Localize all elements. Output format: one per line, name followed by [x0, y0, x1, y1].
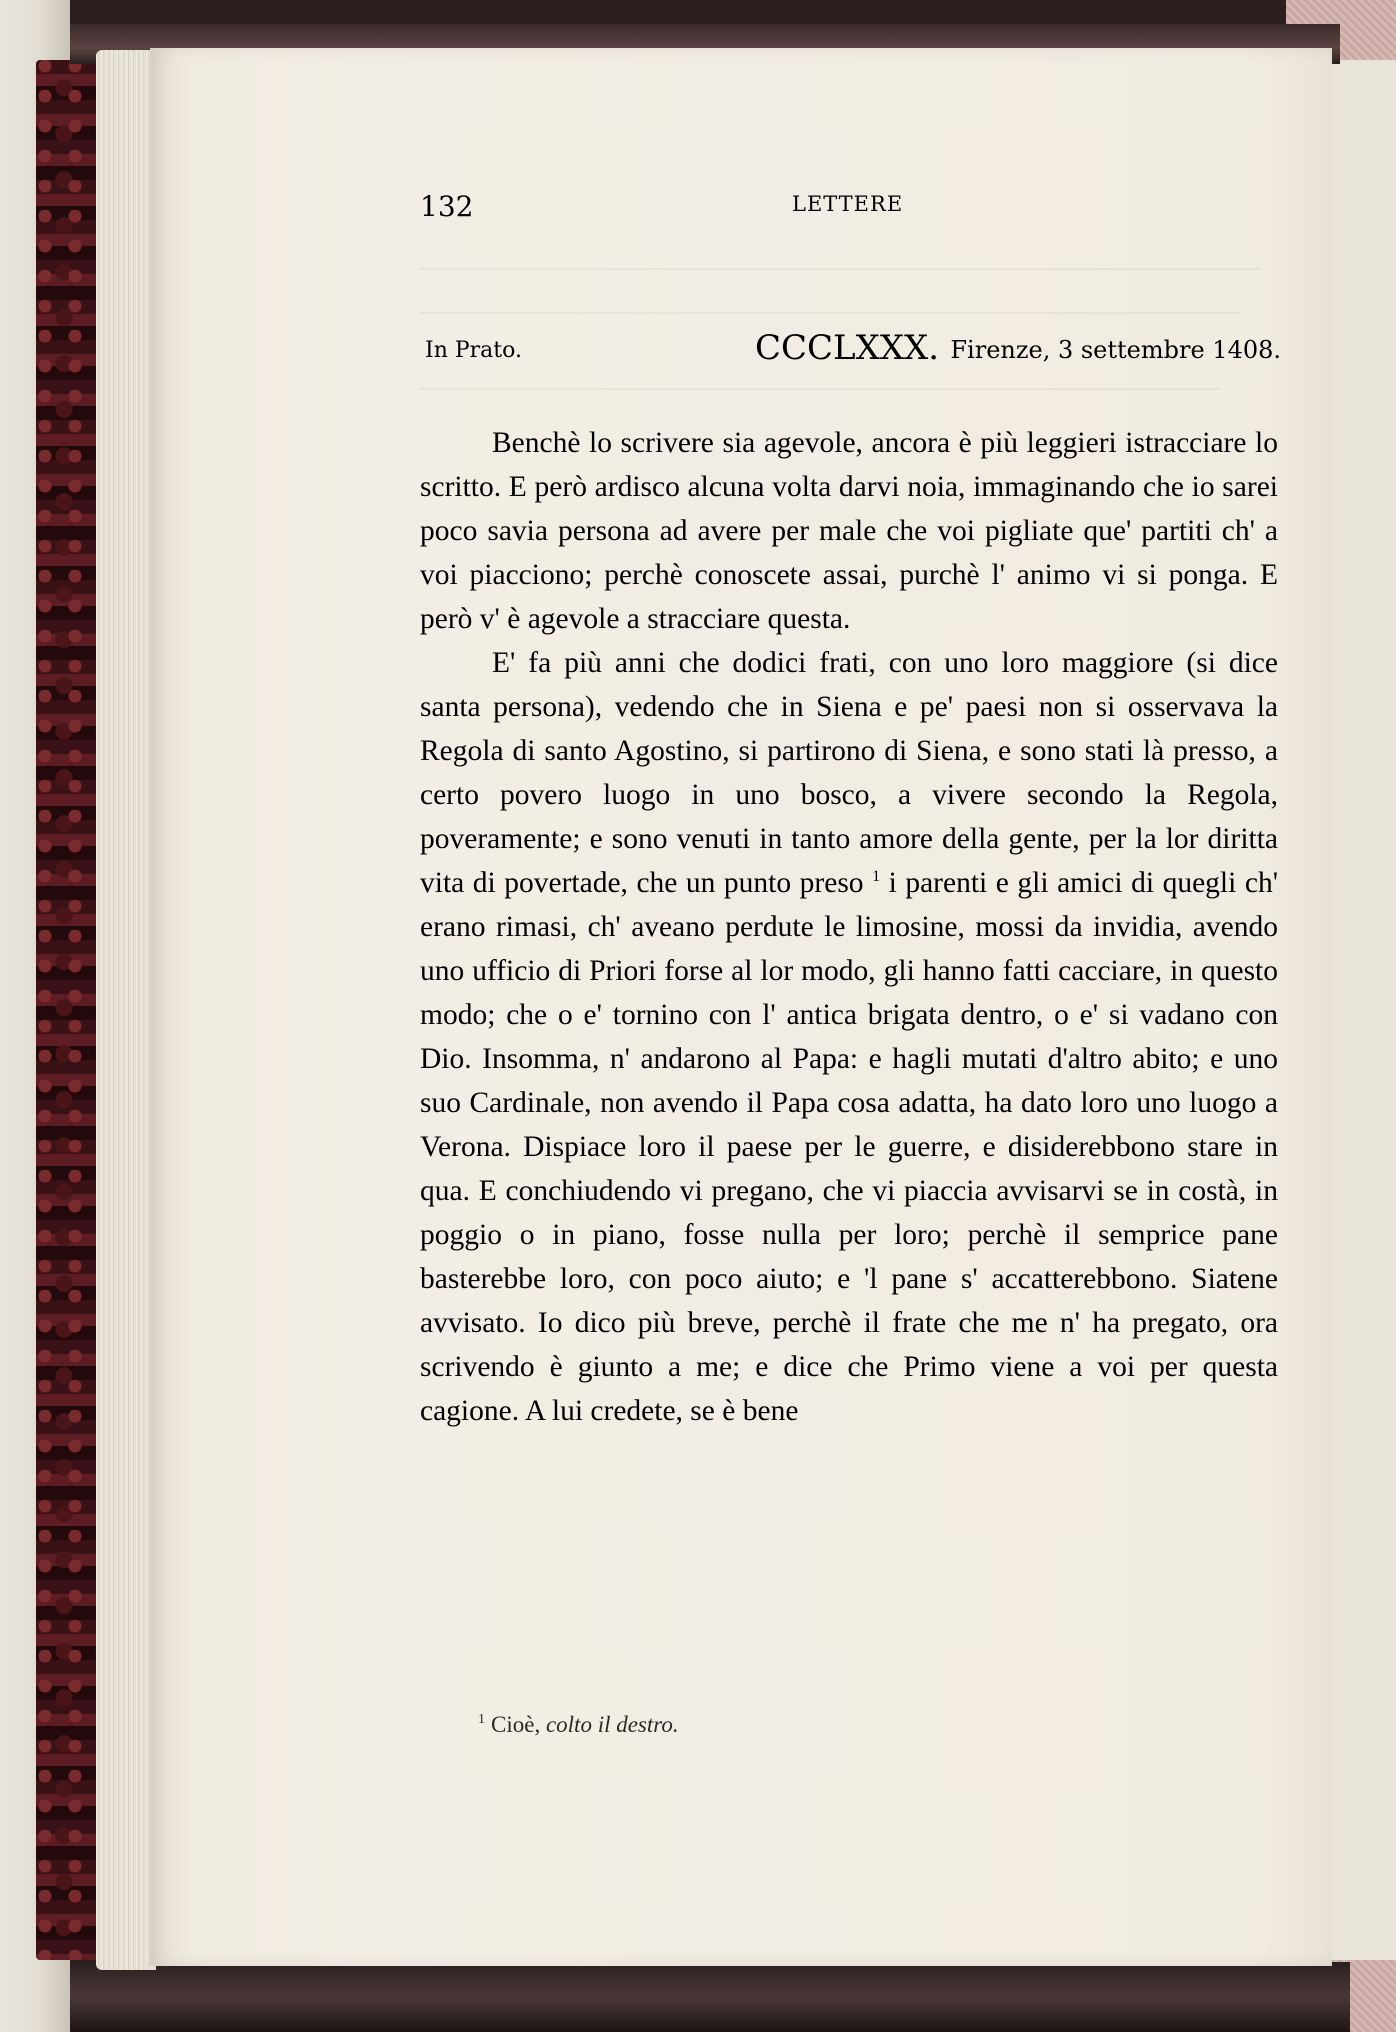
page-number: 132 — [420, 190, 474, 223]
paragraph-text: E' fa più anni che dodici frati, con uno loro maggiore (si dice santa persona), vedendo che in Siena e pe' paesi non si osservava la Regola di santo Agostino, si partirono di Siena, e sono stati là presso, a certo povero luogo in uno bosco, a vivere secondo la Regola, poveramente; e sono venuti in tanto amore della gente, per la lor diritta vita di povertade, che un punto preso — [420, 647, 1278, 899]
running-title: LETTERE — [792, 192, 904, 216]
footnote-label: Cioè, — [491, 1712, 541, 1737]
letter-body — [420, 421, 1278, 1433]
bottom-binding — [70, 1962, 1350, 2032]
letter-heading — [425, 328, 1281, 368]
marbled-board — [36, 60, 98, 1960]
page-stack-edge — [96, 50, 156, 1970]
paragraph — [420, 641, 1278, 1433]
next-page-edge — [1326, 60, 1396, 1960]
bleed-through-line — [420, 312, 1240, 314]
bleed-through-line — [420, 388, 1220, 390]
paragraph: Benchè lo scrivere sia agevole, ancora è più leggieri istracciare lo scritto. E però ardisco alcuna volta darvi noia, immaginando che io sarei poco savia persona ad avere per male che voi pigliate que' partiti ch' a voi piacciono; perchè conoscete assai, purchè l' animo vi si ponga. E però v' è agevole a stracciare questa. — [420, 427, 1278, 635]
running-head — [420, 190, 1278, 226]
footnote-mark: 1 — [478, 1712, 485, 1728]
letter-number: CCCLXXX. — [755, 328, 940, 368]
bleed-through-line — [420, 268, 1260, 270]
footnote-text: colto il destro. — [545, 1712, 679, 1737]
footnote-reference: 1 — [872, 868, 881, 886]
paragraph-text: i parenti e gli amici di quegli ch' erano rimasi, ch' aveano perdute le limosine, mossi da invidia, avendo uno ufficio di Priori forse al lor modo, gli hanno fatti cacciare, in questo modo; che o e' tornino con l' antica brigata dentro, o e' si vadano con Dio. Insomma, n' andarono al Papa: e hagli mutati d'altro abito; e uno suo Cardinale, non avendo il Papa cosa adatta, ha dato loro uno luogo a Verona. Dispiace loro il paese per le guerre, e disiderebbono stare in qua. E conchiudendo vi pregano, che vi piaccia avvisarvi se in costà, in poggio o in piano, fosse nulla per loro; perchè il semprice pane basterebbe loro, con poco aiuto; e 'l pane s' accatterebbono. Siatene avvisato. Io dico più breve, perchè il frate che me n' ha pregato, ora scrivendo è giunto a me; e dice che Primo viene a voi per questa cagione. A lui credete, se è bene — [420, 867, 1279, 1427]
footnote — [478, 1712, 1278, 1738]
addressee: In Prato. — [425, 338, 522, 363]
place-date: Firenze, 3 settembre 1408. — [950, 336, 1281, 364]
